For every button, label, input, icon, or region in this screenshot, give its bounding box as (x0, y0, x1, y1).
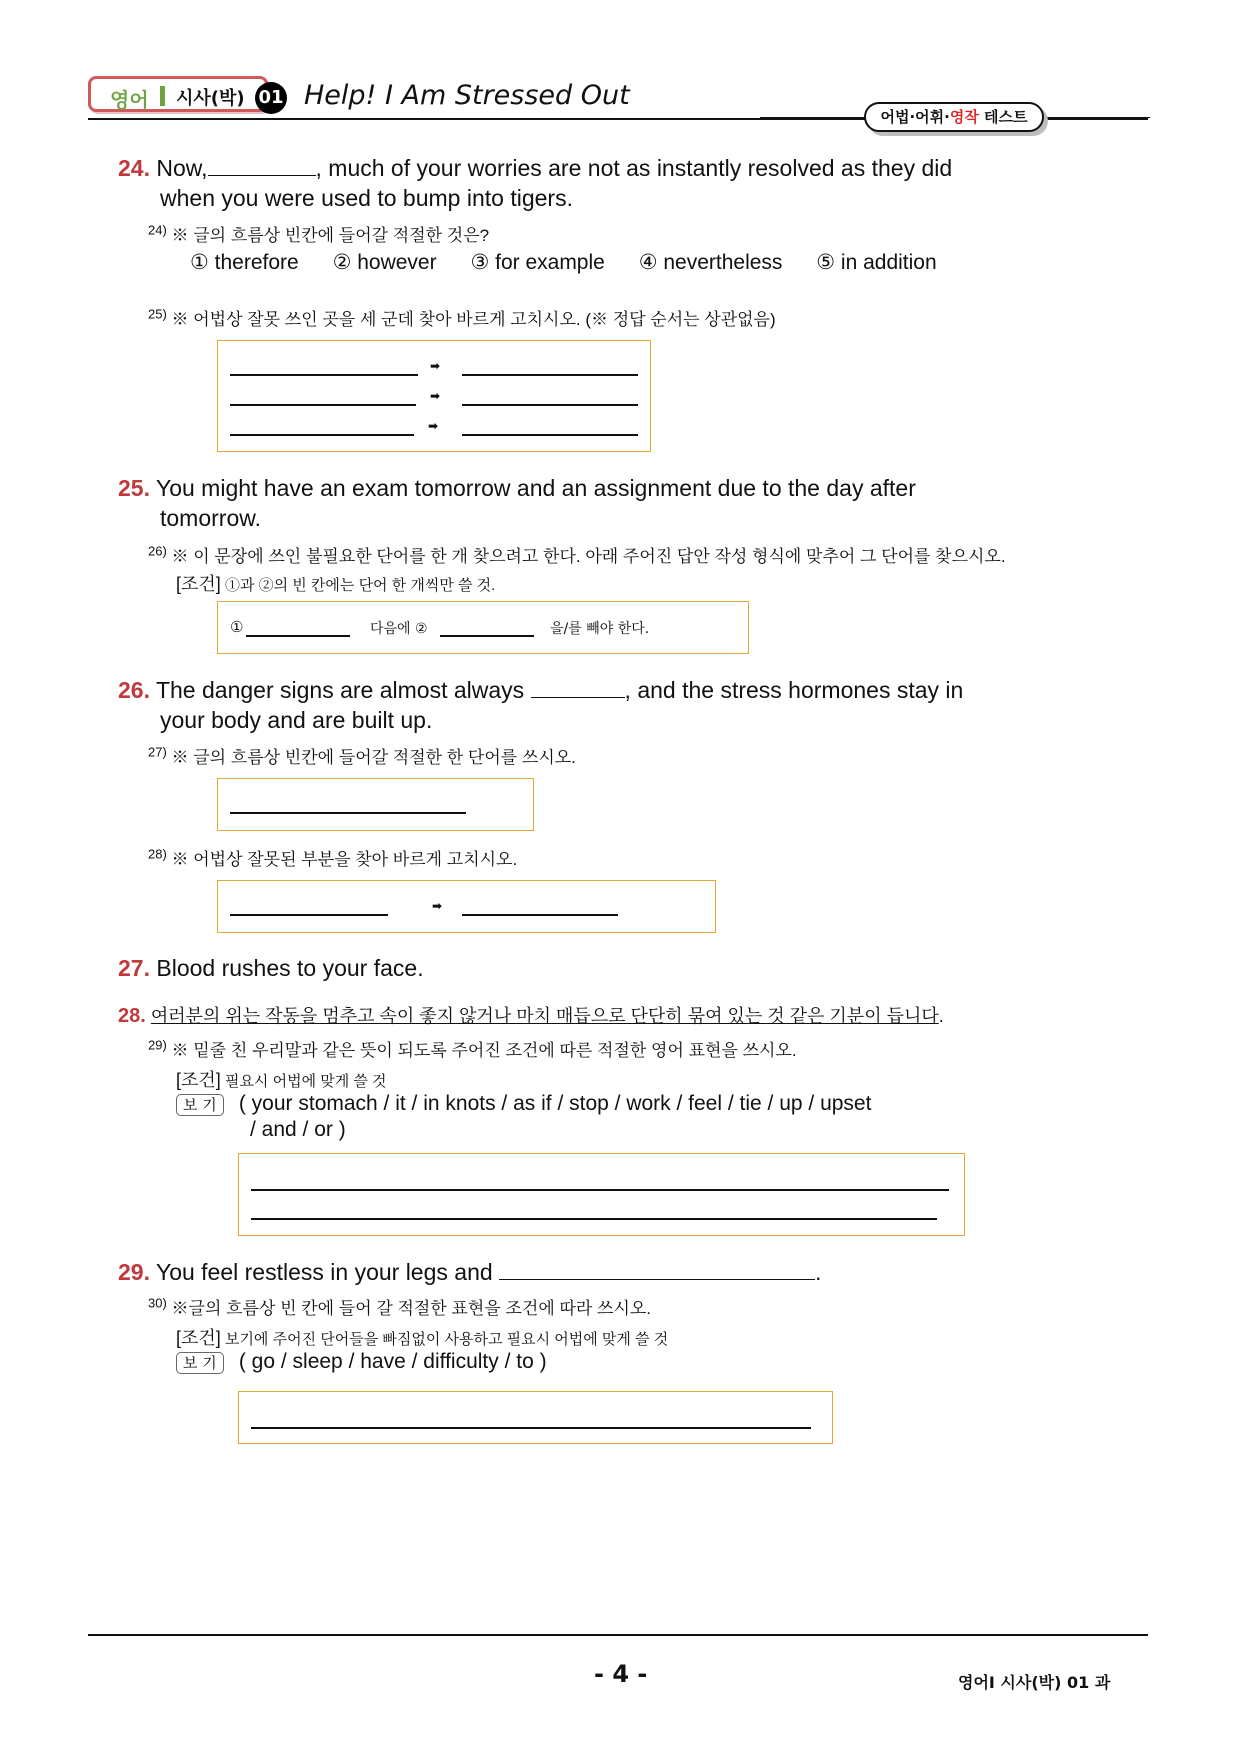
blank (531, 675, 625, 698)
answer-line[interactable] (251, 1218, 937, 1220)
page-title: Help! I Am Stressed Out (304, 80, 630, 111)
answer-line-2[interactable] (440, 635, 534, 637)
condition-text: ①과 ②의 빈 칸에는 단어 한 개씩만 쓸 것. (224, 577, 496, 594)
sub-question-25 (148, 305, 776, 330)
instruction: ※ 글의 흐름상 빈칸에 들어갈 적절한 한 단어를 쓰시오. (171, 748, 576, 767)
question-text: . (815, 1259, 822, 1285)
question-number: 29. (118, 1259, 150, 1285)
bogi-30 (176, 1350, 547, 1374)
condition-label: [조건] (176, 1328, 221, 1348)
answer-line[interactable] (230, 434, 414, 436)
answer-line-1[interactable] (246, 635, 350, 637)
question-text: , and the stress hormones stay in (624, 677, 964, 703)
template-text: 을/를 빼야 한다. (550, 621, 650, 637)
page-number: - 4 - (594, 1660, 648, 1688)
lesson-number-circle: 01 (255, 82, 287, 114)
bogi-label: 보 기 (176, 1352, 224, 1374)
answer-box-25[interactable] (217, 340, 651, 452)
subject-label: 영어 (110, 88, 149, 112)
sub-number: 29) (148, 1037, 167, 1053)
lesson-label: 시사(박) (176, 88, 245, 109)
test-type-suffix: 테스트 (978, 108, 1028, 126)
answer-box-26[interactable] (217, 601, 749, 654)
answer-line[interactable] (462, 914, 618, 916)
bogi-words: ( go / sleep / have / difficulty / to ) (238, 1350, 547, 1373)
sub-question-26 (148, 542, 1006, 567)
arrow-icon: ➡ (432, 899, 443, 913)
test-type-highlight: 영작 (949, 108, 979, 126)
answer-line[interactable] (230, 404, 416, 406)
choice-4[interactable]: ④ nevertheless (638, 251, 783, 274)
question-text: Blood rushes to your face. (156, 955, 424, 981)
bogi-label: 보 기 (176, 1094, 224, 1116)
period: . (938, 1006, 944, 1026)
question-text: You feel restless in your legs and (155, 1259, 493, 1285)
sub-number: 24) (148, 222, 167, 238)
answer-line[interactable] (230, 374, 418, 376)
instruction: ※ 밑줄 친 우리말과 같은 뜻이 되도록 주어진 조건에 따른 적절한 영어 표현을 쓰시오. (171, 1041, 797, 1060)
answer-box-30[interactable] (238, 1391, 833, 1444)
bogi-words-cont: / and / or ) (250, 1118, 346, 1141)
choice-1[interactable]: ① therefore (190, 251, 299, 274)
choice-2[interactable]: ② however (332, 251, 437, 274)
subject-divider (160, 86, 165, 106)
footer-rule (88, 1634, 1148, 1636)
condition-text: 보기에 주어진 단어들을 빠짐없이 사용하고 필요시 어법에 맞게 쓸 것 (224, 1331, 669, 1348)
instruction: ※ 글의 흐름상 빈칸에 들어갈 적절한 것은? (171, 226, 490, 245)
question-text: You might have an exam tomorrow and an assignment due to the day after (155, 475, 916, 501)
question-number: 25. (118, 475, 150, 501)
circled-1: ① (230, 618, 244, 636)
answer-box-27[interactable] (217, 778, 534, 831)
pill-rule-left (760, 117, 864, 118)
arrow-icon: ➡ (428, 419, 439, 433)
answer-line[interactable] (251, 1189, 949, 1191)
bogi-words: ( your stomach / it / in knots / as if / stop / work / feel / tie / up / upset (238, 1092, 872, 1115)
condition-text: 필요시 어법에 맞게 쓸 것 (224, 1073, 387, 1090)
answer-line[interactable] (462, 434, 638, 436)
question-26 (118, 675, 963, 735)
sub-question-30 (148, 1294, 651, 1319)
answer-box-28[interactable] (217, 880, 716, 933)
sub-number: 27) (148, 744, 167, 760)
instruction: ※ 이 문장에 쓰인 불필요한 단어를 한 개 찾으려고 한다. 아래 주어진 답안 작성 형식에 맞추어 그 단어를 찾으시오. (171, 547, 1006, 566)
question-text: , much of your worries are not as instantly resolved as they did (315, 155, 953, 181)
arrow-icon: ➡ (430, 389, 441, 403)
question-27 (118, 953, 424, 983)
arrow-icon: ➡ (430, 359, 441, 373)
sub-number: 25) (148, 306, 167, 322)
test-type-pill (864, 102, 1044, 132)
question-24 (118, 153, 952, 213)
sub-question-29 (148, 1036, 797, 1061)
answer-box-29[interactable] (238, 1153, 965, 1236)
footer-label: 영어Ⅰ 시사(박) 01 과 (958, 1673, 1111, 1692)
instruction: ※글의 흐름상 빈 칸에 들어 갈 적절한 표현을 조건에 따라 쓰시오. (171, 1299, 652, 1318)
condition-26 (176, 570, 495, 596)
question-number: 26. (118, 677, 150, 703)
sub-number: 28) (148, 846, 167, 862)
sub-question-27 (148, 743, 576, 768)
blank (499, 1257, 815, 1280)
condition-30 (176, 1324, 668, 1350)
choice-3[interactable]: ③ for example (470, 251, 605, 274)
instruction: ※ 어법상 잘못 쓰인 곳을 세 군데 찾아 바르게 고치시오. (※ 정답 순서는 상관없음) (171, 310, 776, 329)
question-text: Now, (156, 155, 208, 181)
question-28 (118, 1001, 944, 1031)
template-text: 다음에 ② (370, 621, 428, 637)
sub-question-28 (148, 845, 517, 870)
question-text: The danger signs are almost always (155, 677, 525, 703)
question-number: 24. (118, 155, 150, 181)
bogi-29 (176, 1092, 871, 1116)
choice-list (190, 250, 965, 275)
answer-line[interactable] (462, 374, 638, 376)
question-text: tomorrow. (160, 505, 261, 531)
sub-question-24 (148, 221, 489, 246)
question-number: 28. (118, 1005, 146, 1027)
answer-line[interactable] (230, 812, 466, 814)
blank (208, 153, 316, 176)
answer-line[interactable] (230, 914, 388, 916)
condition-label: [조건] (176, 574, 221, 594)
condition-label: [조건] (176, 1070, 221, 1090)
choice-5[interactable]: ⑤ in addition (816, 251, 937, 274)
sub-number: 30) (148, 1295, 167, 1311)
answer-line[interactable] (251, 1427, 811, 1429)
question-number: 27. (118, 955, 150, 981)
answer-line[interactable] (462, 404, 638, 406)
sub-number: 26) (148, 543, 167, 559)
question-29 (118, 1257, 821, 1287)
question-text: your body and are built up. (160, 707, 433, 733)
condition-29 (176, 1066, 387, 1092)
question-text-korean: 여러분의 위는 작동을 멈추고 속이 좋지 않거나 마치 매듭으로 단단히 묶여 있는 것 같은 기분이 듭니다 (150, 1006, 939, 1026)
pill-rule-right (1044, 117, 1150, 118)
test-type-prefix: 어법·어휘· (880, 108, 950, 126)
question-25 (118, 473, 916, 533)
instruction: ※ 어법상 잘못된 부분을 찾아 바르게 고치시오. (171, 850, 518, 869)
question-text: when you were used to bump into tigers. (160, 185, 573, 211)
